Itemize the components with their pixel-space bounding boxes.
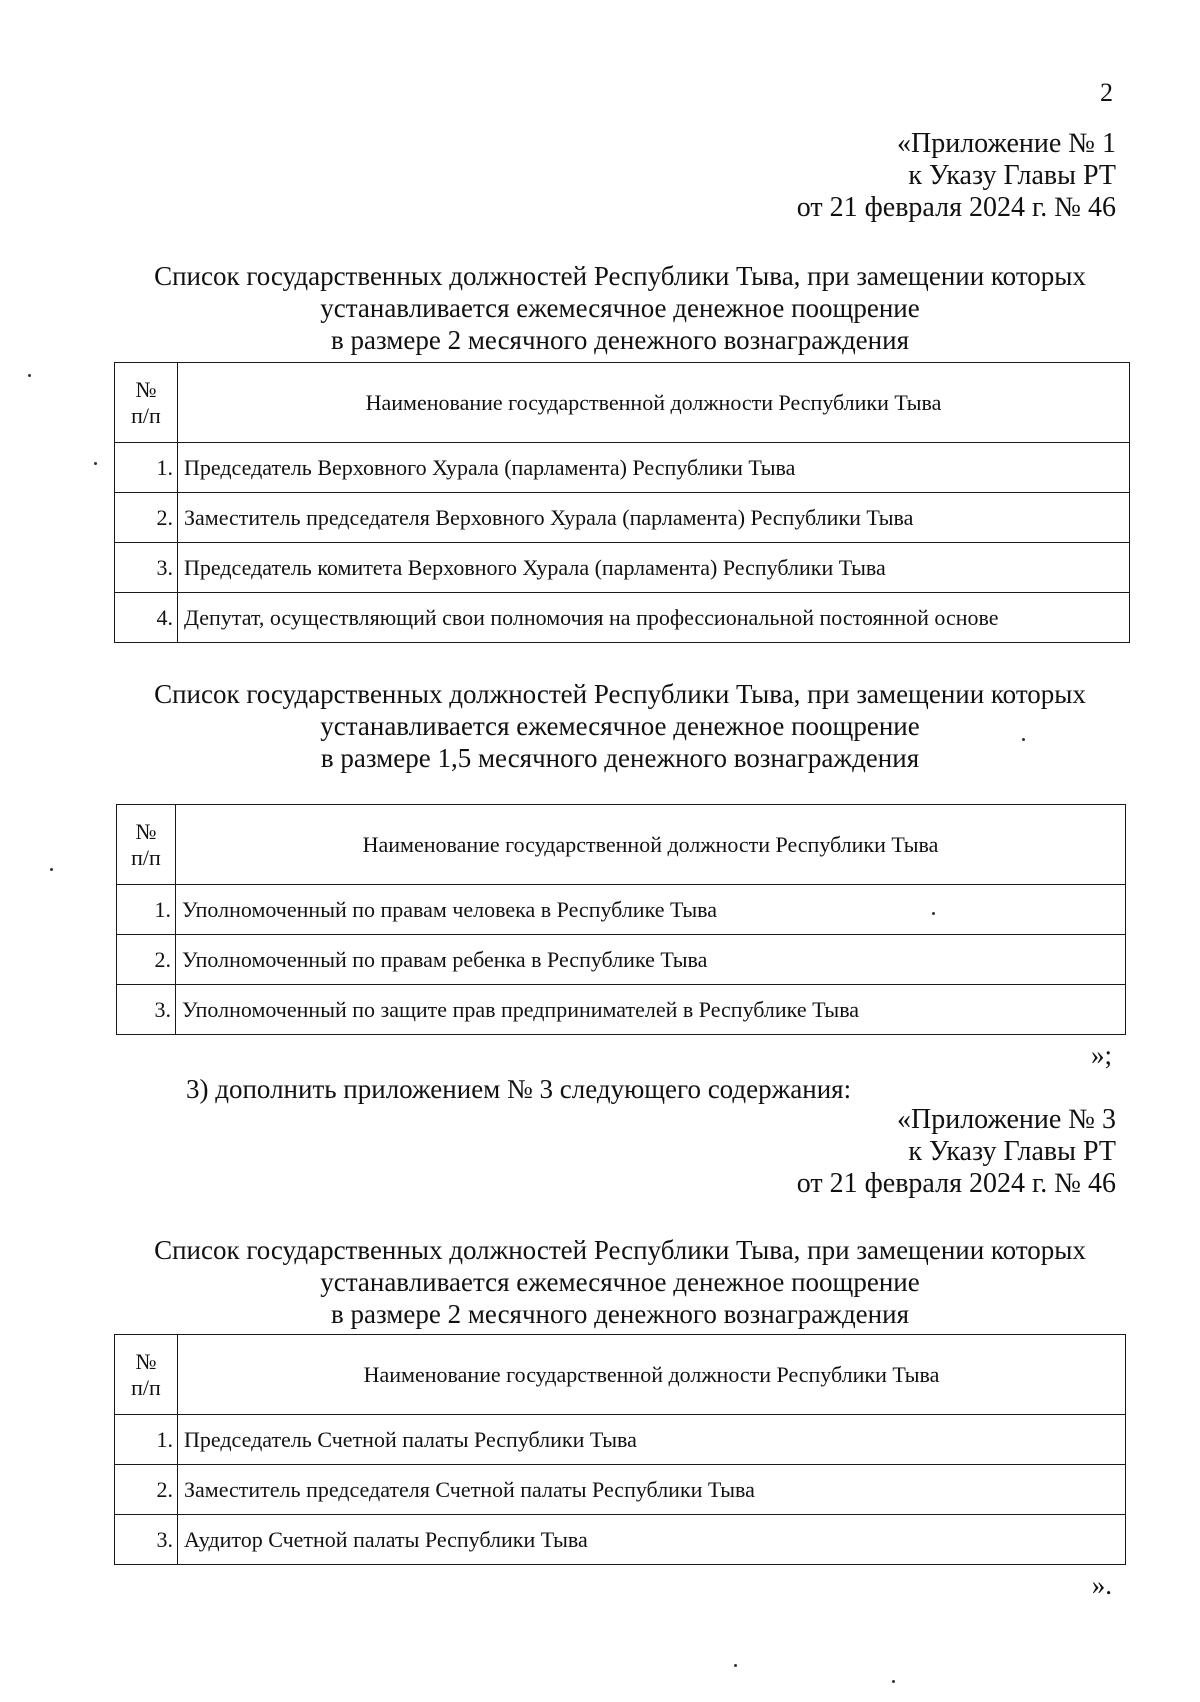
- appendix-3-line3: от 21 февраля 2024 г. № 46: [796, 1168, 1116, 1199]
- table-1-row-4-num: 4.: [115, 593, 178, 643]
- table-3-row-1-name: Председатель Счетной палаты Республики Тыва: [178, 1415, 1126, 1465]
- table-2-header-row: [117, 805, 1126, 885]
- appendix-1-line3: от 21 февраля 2024 г. № 46: [796, 192, 1116, 223]
- scan-speck: [1022, 738, 1025, 741]
- table-3-row-3-name: Аудитор Счетной палаты Республики Тыва: [178, 1515, 1126, 1565]
- table-3-header-row: [115, 1335, 1126, 1415]
- table-2-row-3-num: 3.: [117, 985, 176, 1035]
- table-2-header-name: Наименование государственной должности Республики Тыва: [176, 805, 1126, 885]
- section-1-title-line1: Список государственных должностей Республики Тыва, при замещении которых: [154, 261, 1086, 291]
- section-2-title-line3: в размере 1,5 месячного денежного вознаграждения: [320, 743, 920, 773]
- scan-speck: [892, 1680, 895, 1683]
- table-2-header-num: [117, 805, 176, 885]
- table-row: [115, 593, 1130, 643]
- section-2-title: [0, 678, 1200, 774]
- table-1-row-2-name: Заместитель председателя Верховного Хурала (парламента) Республики Тыва: [178, 493, 1130, 543]
- table-1-row-3-num: 3.: [115, 543, 178, 593]
- section-1-title-line2: устанавливается ежемесячное денежное поощрение: [320, 293, 920, 323]
- table-1-row-1-num: 1.: [115, 443, 178, 493]
- table-3-header-num-text: № п/п: [131, 1348, 161, 1400]
- section-2-title-line2: устанавливается ежемесячное денежное поощрение: [320, 711, 920, 741]
- positions-table-3: [114, 1334, 1126, 1565]
- section-1-title: [0, 260, 1200, 356]
- section-3-closing-quote: ».: [1091, 1570, 1112, 1600]
- section-3-title: [0, 1234, 1200, 1330]
- table-2-header-num-text: № п/п: [131, 818, 161, 870]
- section-2-closing-quote: »;: [1090, 1040, 1112, 1070]
- table-1-row-3-name: Председатель комитета Верховного Хурала (парламента) Республики Тыва: [178, 543, 1130, 593]
- table-2-row-2-num: 2.: [117, 935, 176, 985]
- table-row: [115, 493, 1130, 543]
- table-row: [115, 443, 1130, 493]
- section-3-title-line2: устанавливается ежемесячное денежное поощрение: [320, 1267, 920, 1297]
- appendix-3-line2: к Указу Главы РТ: [908, 1136, 1116, 1167]
- section-2-title-line1: Список государственных должностей Республики Тыва, при замещении которых: [154, 679, 1086, 709]
- table-row: [117, 935, 1126, 985]
- table-3-header-num: [115, 1335, 178, 1415]
- table-2-row-2-name: Уполномоченный по правам ребенка в Республике Тыва: [176, 935, 1126, 985]
- table-1-row-4-name: Депутат, осуществляющий свои полномочия на профессиональной постоянной основе: [178, 593, 1130, 643]
- positions-table-1: [114, 362, 1130, 643]
- table-1-header-row: [115, 363, 1130, 443]
- section-3-title-line3: в размере 2 месячного денежного вознаграждения: [331, 1299, 909, 1329]
- table-row: [117, 985, 1126, 1035]
- table-row: [115, 543, 1130, 593]
- table-3-row-1-num: 1.: [115, 1415, 178, 1465]
- table-row: [117, 885, 1126, 935]
- appendix-3-reference: [797, 1104, 1116, 1200]
- table-3-row-2-name: Заместитель председателя Счетной палаты Республики Тыва: [178, 1465, 1126, 1515]
- table-1-header-num: [115, 363, 178, 443]
- table-2-row-1-num: 1.: [117, 885, 176, 935]
- table-1-row-1-name: Председатель Верховного Хурала (парламента) Республики Тыва: [178, 443, 1130, 493]
- table-row: [115, 1415, 1126, 1465]
- table-row: [115, 1465, 1126, 1515]
- table-row: [115, 1515, 1126, 1565]
- scan-speck: [28, 374, 31, 377]
- table-2-row-1-name: Уполномоченный по правам человека в Республике Тыва: [176, 885, 1126, 935]
- scan-speck: [50, 868, 53, 871]
- appendix-3-line1: «Приложение № 3: [897, 1104, 1116, 1135]
- amendment-text: 3) дополнить приложением № 3 следующего содержания:: [186, 1074, 852, 1104]
- scan-speck: [94, 462, 97, 465]
- table-3-header-name: Наименование государственной должности Республики Тыва: [178, 1335, 1126, 1415]
- page-number: 2: [1100, 78, 1113, 107]
- positions-table-2: [116, 804, 1126, 1035]
- appendix-1-line1: «Приложение № 1: [897, 128, 1116, 159]
- table-1-header-name: Наименование государственной должности Республики Тыва: [178, 363, 1130, 443]
- table-3-row-3-num: 3.: [115, 1515, 178, 1565]
- table-3-row-2-num: 2.: [115, 1465, 178, 1515]
- table-2-row-3-name: Уполномоченный по защите прав предпринимателей в Республике Тыва: [176, 985, 1126, 1035]
- appendix-1-line2: к Указу Главы РТ: [908, 160, 1116, 191]
- scan-speck: [734, 1664, 737, 1667]
- section-1-title-line3: в размере 2 месячного денежного вознаграждения: [331, 325, 909, 355]
- appendix-1-reference: [797, 128, 1116, 224]
- scan-speck: [932, 912, 935, 915]
- table-1-row-2-num: 2.: [115, 493, 178, 543]
- table-1-header-num-text: № п/п: [131, 376, 161, 428]
- section-3-title-line1: Список государственных должностей Республики Тыва, при замещении которых: [154, 1235, 1086, 1265]
